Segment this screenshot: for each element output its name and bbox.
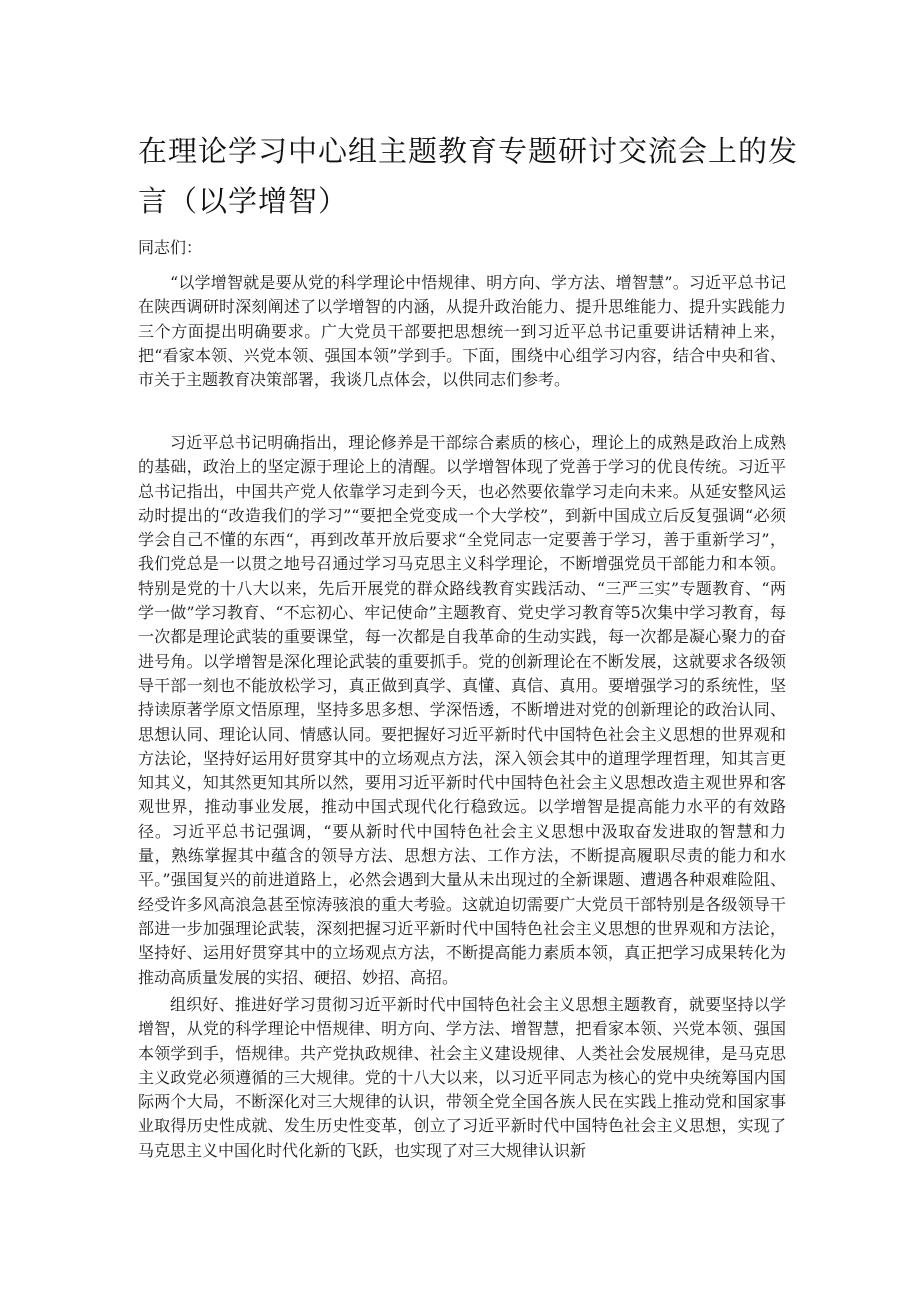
paragraph-1: “以学增智就是要从党的科学理论中悟规律、明方向、学方法、增智慧”。习近平总书记在陕西调研时深刻阐述了以学增智的内涵，从提升政治能力、提升思维能力、提升实践能力三个方面提出明确要求。广大党员干部要把思想统一到习近平总书记重要讲话精神上来，把“看家本领、兴党本领、强国本领”学到手。下面，围绕中心组学习内容，结合中央和省、市关于主题教育决策部署，我谈几点体会，以供同志们参考。 [138, 273, 786, 390]
paragraph-2: 习近平总书记明确指出，理论修养是干部综合素质的核心，理论上的成熟是政治上成熟的基础，政治上的坚定源于理论上的清醒。以学增智体现了党善于学习的优良传统。习近平总书记指出，中国共产党人依靠学习走到今天，也必然要依靠学习走向未来。从延安整风运动时提出的“改造我们的学习”“要把全党变成一个大学校”，到新中国成立后反复强调“必须学会自己不懂的东西“，再到改革开放后要求“全党同志一定要善于学习，善于重新学习”，我们党总是一以贯之地号召通过学习马克思主义科学理论，不断增强党员干部能力和本领。特别是党的十八大以来，先后开展党的群众路线教育实践活动、“三严三实”专题教育、“两学一做”学习教育、“不忘初心、牢记使命”主题教育、党史学习教育等5次集中学习教育，每一次都是理论武装的重要课堂，每一次都是自我革命的生动实践，每一次都是凝心聚力的奋进号角。以学增智是深化理论武装的重要抓手。党的创新理论在不断发展，这就要求各级领导干部一刻也不能放松学习，真正做到真学、真懂、真信、真用。要增强学习的系统性，坚持读原著学原文悟原理，坚持多思多想、学深悟透，不断增进对党的创新理论的政治认同、思想认同、理论认同、情感认同。要把握好习近平新时代中国特色社会主义思想的世界观和方法论，坚持好运用好贯穿其中的立场观点方法，深入领会其中的道理学理哲理，知其言更知其义，知其然更知其所以然，要用习近平新时代中国特色社会主义思想改造主观世界和客观世界，推动事业发展，推动中国式现代化行稳致远。以学增智是提高能力水平的有效路径。习近平总书记强调，“要从新时代中国特色社会主义思想中汲取奋发进取的智慧和力量，熟练掌握其中蕴含的领导方法、思想方法、工作方法，不断提高履职尽责的能力和水平。”强国复兴的前进道路上，必然会遇到大量从未出现过的全新课题、遭遇各种艰难险阻、经受许多风高浪急甚至惊涛骇浪的重大考验。这就迫切需要广大党员干部特别是各级领导干部进一步加强理论武装，深刻把握习近平新时代中国特色社会主义思想的世界观和方法论，坚持好、运用好贯穿其中的立场观点方法，不断提高能力素质本领，真正把学习成果转化为推动高质量发展的实招、硬招、妙招、高招。 [138, 433, 786, 987]
salutation: 同志们： [138, 238, 203, 257]
paragraph-3: 组织好、推进好学习贯彻习近平新时代中国特色社会主义思想主题教育，就要坚持以学增智，从党的科学理论中悟规律、明方向、学方法、增智慧，把看家本领、兴党本领、强国本领学到手，悟规律。共产党执政规律、社会主义建设规律、人类社会发展规律，是马克思主义政党必须遵循的三大规律。党的十八大以来，以习近平同志为核心的党中央统筹国内国际两个大局，不断深化对三大规律的认识，带领全党全国各族人民在实践上推动党和国家事业取得历史性成就、发生历史性变革，创立了习近平新时代中国特色社会主义思想，实现了马克思主义中国化时代化新的飞跃，也实现了对三大规律认识新 [138, 995, 786, 1160]
page-title: 在理论学习中心组主题教育专题研讨交流会上的发言（以学增智） [138, 134, 799, 218]
